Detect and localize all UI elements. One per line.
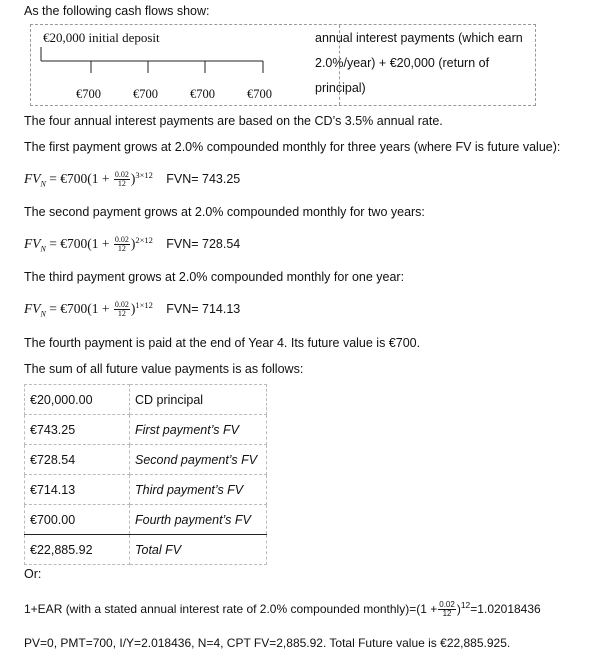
eq3-result: FVN= 714.13 (166, 302, 241, 316)
eq2-frac-numerator: 0.02 (114, 235, 129, 245)
eq2-close: ) (130, 236, 136, 251)
eq3-frac-numerator: 0.02 (114, 300, 129, 310)
payment-label-2: €700 (133, 87, 158, 101)
eq2-result: FVN= 728.54 (166, 237, 241, 251)
table-label-text: Fourth payment’s FV (135, 512, 251, 527)
or-label: Or: (24, 567, 42, 581)
paragraph-second-payment: The second payment grows at 2.0% compounded monthly for two years: (24, 205, 425, 219)
table-row (25, 415, 267, 445)
eq1-close: ) (130, 171, 136, 186)
payment-label-3: €700 (190, 87, 215, 101)
table-label-text: Third payment’s FV (135, 482, 244, 497)
table-label-text: Second payment’s FV (135, 452, 258, 467)
eq1-fv-subscript: N (40, 179, 46, 189)
ear-text: 1+EAR (with a stated annual interest rate of 2.0% compounded monthly)=(1 + (24, 602, 438, 616)
table-label-cell (130, 475, 267, 505)
ear-close: ) (456, 602, 461, 616)
table-row (25, 445, 267, 475)
eq1-exponent: 3×12 (135, 170, 153, 180)
table-label-text: First payment’s FV (135, 422, 239, 437)
table-total-label-text: Total FV (135, 542, 182, 557)
equation-second-payment (24, 235, 240, 254)
eq1-equals: = (45, 171, 61, 186)
eq1-result: FVN= 743.25 (166, 172, 241, 186)
eq3-exponent: 1×12 (135, 300, 153, 310)
table-total-amount: €22,885.92 (25, 535, 130, 565)
table-amount-cell: €743.25 (25, 415, 130, 445)
eq1-payment: €700(1 + (60, 171, 113, 186)
paragraph-sum-intro: The sum of all future value payments is as follows: (24, 362, 304, 376)
eq1-fraction (114, 171, 130, 188)
cashflow-note-line-2: 2.0%/year) + €20,000 (return of (315, 56, 490, 70)
paragraph-fourth-payment: The fourth payment is paid at the end of Year 4. Its future value is €700. (24, 336, 421, 350)
calculator-line: PV=0, PMT=700, I/Y=2.018436, N=4, CPT FV=2,885.92. Total Future value is €22,885.925. (24, 636, 511, 650)
table-row (25, 505, 267, 535)
cashflow-diagram (30, 24, 536, 106)
eq2-equals: = (45, 236, 61, 251)
table-label-cell: CD principal (130, 385, 267, 415)
eq3-equals: = (45, 301, 61, 316)
eq1-frac-numerator: 0.02 (114, 170, 129, 180)
eq3-fv-subscript: N (40, 309, 46, 319)
future-value-table (24, 384, 267, 565)
table-total-row (25, 535, 267, 565)
table-amount-cell: €20,000.00 (25, 385, 130, 415)
eq2-payment: €700(1 + (60, 236, 113, 251)
deposit-label: €20,000 initial deposit (43, 30, 160, 45)
eq2-fv-subscript: N (40, 244, 46, 254)
eq2-fv-symbol: FV (24, 236, 41, 251)
paragraph-third-payment: The third payment grows at 2.0% compounded monthly for one year: (24, 270, 405, 284)
table-total-label (130, 535, 267, 565)
ear-result: =1.02018436 (470, 602, 541, 616)
eq3-fraction (114, 301, 130, 318)
table-row (25, 385, 267, 415)
paragraph-rate: The four annual interest payments are based on the CD’s 3.5% annual rate. (24, 114, 443, 128)
table-amount-cell: €728.54 (25, 445, 130, 475)
ear-frac-denominator: 12 (442, 609, 452, 619)
cashflow-note-line-1: annual interest payments (which earn (315, 31, 523, 45)
ear-frac-numerator: 0.02 (439, 600, 455, 610)
intro-text: As the following cash flows show: (24, 4, 210, 18)
table-label-cell (130, 505, 267, 535)
table-amount-cell: €714.13 (25, 475, 130, 505)
eq2-frac-denominator: 12 (117, 244, 126, 254)
table-label-cell (130, 445, 267, 475)
table-label-cell (130, 415, 267, 445)
eq3-fv-symbol: FV (24, 301, 41, 316)
eq2-fraction (114, 236, 130, 253)
cashflow-note-line-3: principal) (315, 81, 366, 95)
equation-third-payment (24, 300, 240, 319)
table-amount-cell: €700.00 (25, 505, 130, 535)
eq3-frac-denominator: 12 (117, 309, 126, 319)
eq2-exponent: 2×12 (135, 235, 153, 245)
eq1-frac-denominator: 12 (117, 179, 126, 189)
eq3-close: ) (130, 301, 136, 316)
payment-label-1: €700 (76, 87, 101, 101)
paragraph-first-payment: The first payment grows at 2.0% compounded monthly for three years (where FV is future value): (24, 140, 561, 154)
table-row (25, 475, 267, 505)
eq1-fv-symbol: FV (24, 171, 41, 186)
ear-equation (24, 600, 541, 618)
equation-first-payment (24, 170, 240, 189)
eq3-payment: €700(1 + (60, 301, 113, 316)
ear-fraction (438, 601, 456, 618)
payment-label-4: €700 (247, 87, 272, 101)
ear-exponent: 12 (460, 600, 471, 610)
